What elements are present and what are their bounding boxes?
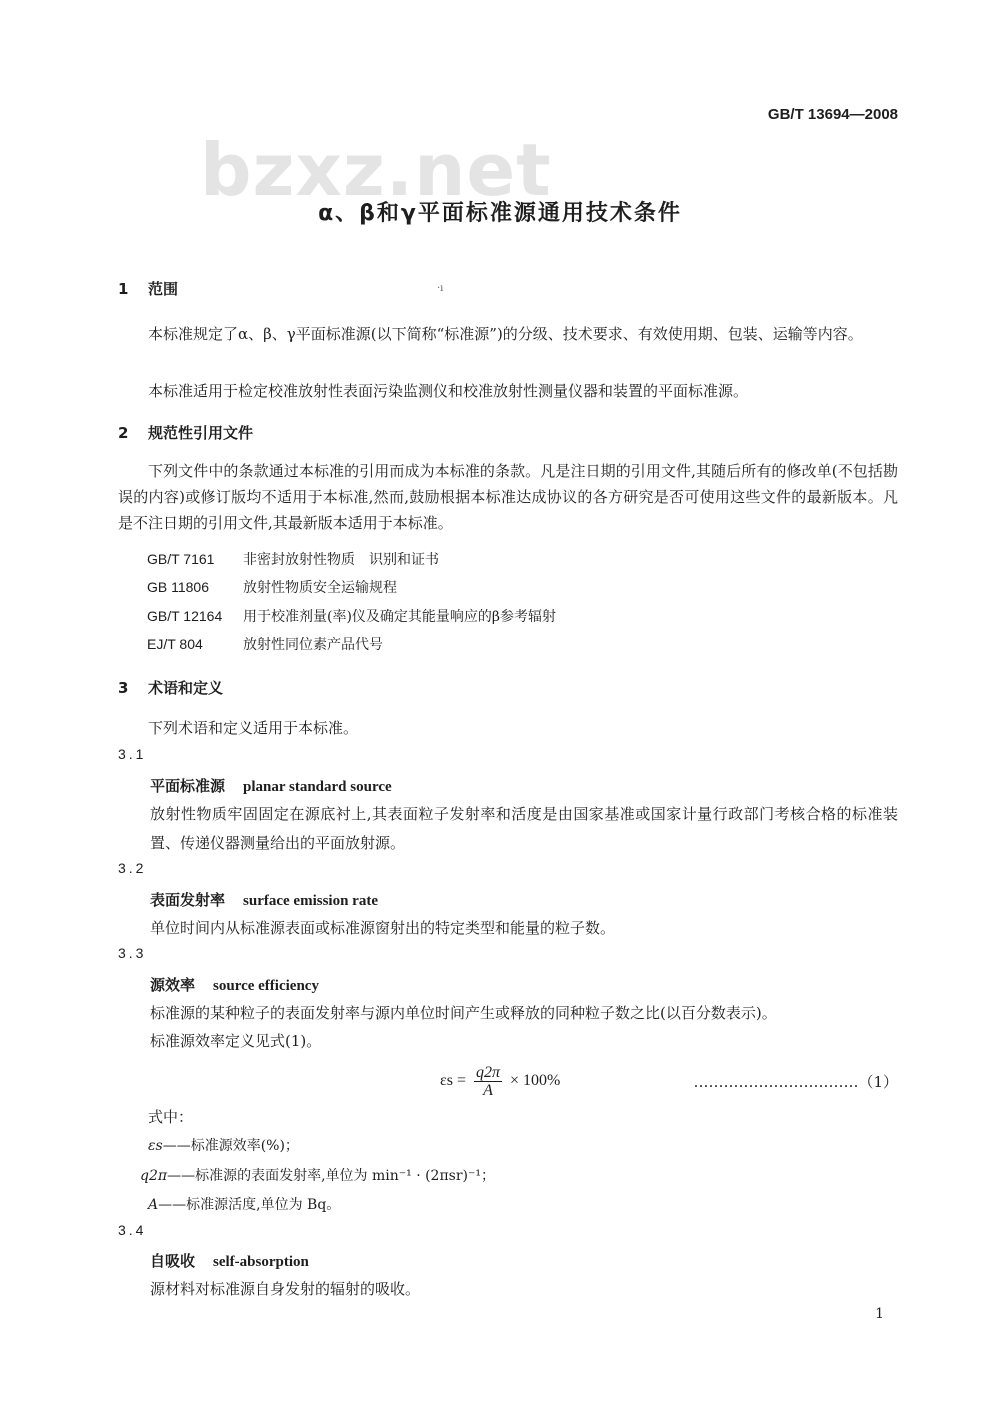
reference-item	[147, 549, 439, 569]
document-title: α、β和γ平面标准源通用技术条件	[318, 201, 682, 226]
variable-definition	[148, 1135, 299, 1155]
stray-mark: ·ı	[437, 283, 444, 294]
formula-reference: 标准源效率定义见式(1)。	[150, 1032, 322, 1050]
clause-number: 3.1	[118, 746, 147, 762]
variable-symbol: εs	[148, 1138, 163, 1154]
variable-description: ——标准源效率(%)；	[162, 1138, 299, 1154]
scope-paragraph-2: 本标准适用于检定校准放射性表面污染监测仪和校准放射性测量仪器和装置的平面标准源。	[148, 382, 749, 400]
reference-code: GB/T 12164	[147, 608, 223, 624]
clause-number: 3.2	[118, 860, 147, 876]
where-label: 式中：	[148, 1108, 194, 1126]
section-number: 2	[118, 424, 129, 442]
variable-symbol: q2π	[140, 1168, 168, 1184]
term-definition: 标准源的某种粒子的表面发射率与源内单位时间产生或释放的同种粒子数之比(以百分数表示)。	[150, 1004, 777, 1022]
reference-title: 用于校准剂量(率)仪及确定其能量响应的β参考辐射	[243, 609, 557, 625]
term-chinese: 自吸收	[150, 1252, 196, 1270]
watermark: bzxz.net	[200, 128, 552, 212]
variable-definition	[140, 1165, 495, 1185]
variable-definition	[148, 1194, 340, 1214]
clause-number: 3.3	[118, 945, 147, 961]
reference-title: 放射性物质安全运输规程	[243, 580, 397, 596]
variable-symbol: A	[148, 1197, 159, 1213]
variable-description: ——标准源活度,单位为 Bq。	[158, 1197, 341, 1213]
scope-paragraph-1: 本标准规定了α、β、γ平面标准源(以下简称“标准源”)的分级、技术要求、有效使用期、包装、运输等内容。	[148, 325, 863, 343]
formula-rhs: × 100%	[509, 1072, 561, 1090]
term-english: surface emission rate	[243, 893, 378, 909]
term-chinese: 表面发射率	[150, 891, 226, 909]
section-3-heading	[118, 677, 223, 698]
term-heading	[150, 889, 378, 910]
formula-numerator: q2π	[475, 1064, 500, 1081]
section-1-heading	[118, 278, 178, 299]
section-number: 1	[118, 280, 129, 298]
reference-code: EJ/T 804	[147, 636, 203, 652]
term-heading	[150, 775, 392, 796]
reference-code: GB 11806	[147, 579, 210, 595]
standard-code: GB/T 13694—2008	[767, 106, 898, 123]
term-heading	[150, 1250, 309, 1271]
reference-item	[147, 577, 397, 597]
term-definition: 放射性物质牢固固定在源底衬上,其表面粒子发射率和活度是由国家基准或国家计量行政部门考核合格的标准装置、传递仪器测量给出的平面放射源。	[150, 805, 898, 852]
term-english: source efficiency	[213, 978, 319, 994]
term-english: planar standard source	[243, 779, 392, 795]
term-definition: 源材料对标准源自身发射的辐射的吸收。	[150, 1280, 421, 1298]
section-2-heading	[118, 422, 253, 443]
formula-lhs: εs =	[440, 1072, 466, 1090]
variable-description: ——标准源的表面发射率,单位为 min⁻¹ · (2πsr)⁻¹；	[167, 1168, 496, 1184]
term-definition: 单位时间内从标准源表面或标准源窗射出的特定类型和能量的粒子数。	[150, 919, 616, 937]
reference-code: GB/T 7161	[147, 551, 215, 567]
normative-intro: 下列文件中的条款通过本标准的引用而成为本标准的条款。凡是注日期的引用文件,其随后所有的修改单(不包括勘误的内容)或修订版均不适用于本标准,然而,鼓励根据本标准达成协议的各方研究是否可使用这些文件的最新版本。凡是不注日期的引用文件,其最新版本适用于本标准。	[118, 462, 898, 532]
terms-intro: 下列术语和定义适用于本标准。	[148, 719, 359, 737]
page-number: 1	[875, 1306, 884, 1322]
source-efficiency-formula	[440, 1064, 560, 1099]
term-chinese: 平面标准源	[150, 777, 226, 795]
reference-item	[147, 634, 383, 654]
formula-denominator: A	[483, 1082, 493, 1099]
section-title: 范围	[148, 280, 179, 298]
term-heading	[150, 974, 319, 995]
equation-number: ……………………………（1）	[693, 1073, 898, 1091]
section-title: 术语和定义	[148, 679, 224, 697]
reference-title: 非密封放射性物质 识别和证书	[243, 552, 439, 568]
reference-item	[147, 606, 556, 626]
section-title: 规范性引用文件	[148, 424, 254, 442]
term-chinese: 源效率	[150, 976, 196, 994]
clause-number: 3.4	[118, 1222, 147, 1238]
reference-title: 放射性同位素产品代号	[243, 637, 383, 653]
section-number: 3	[118, 679, 129, 697]
term-english: self-absorption	[213, 1254, 309, 1270]
formula-fraction	[474, 1064, 502, 1099]
